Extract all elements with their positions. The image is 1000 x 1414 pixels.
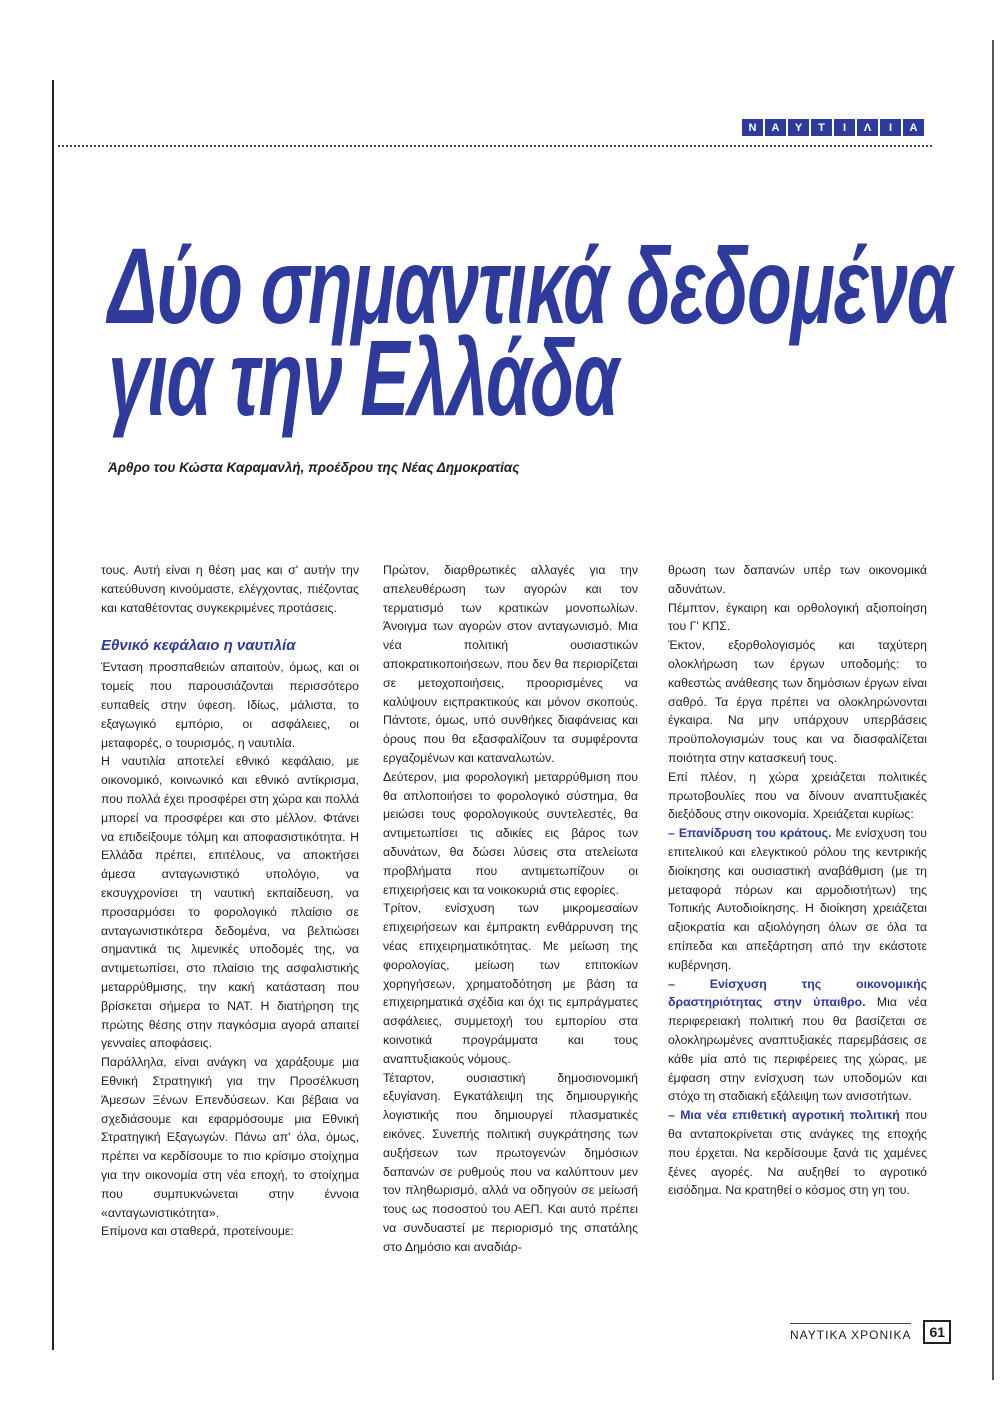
section-tag-letter: Τ (811, 119, 832, 136)
bullet-text: Με ενίσχυση του επιτελικού και ελεγκτικού ρόλου της κεντρικής διοίκησης και ουσιαστική αναβάθμιση (με τη μεταφορά πόρων και αρμοδιοτήτων) της Τοπικής Αυτοδιοίκησης. Η διοίκηση χρειάζεται αξιοκρατία και αξιολόγηση όλων σε όλα τα επίπεδα και απεξάρτηση από την εκάστοτε κυβέρνηση. (668, 826, 927, 972)
bullet-text: Μια νέα περιφερειακή πολιτική που θα βασίζεται σε ολοκληρωμένες αναπτυξιακές παρεμβάσεις σε κάθε μία από τις περιφέρειες της χώρας, με έμφαση στην ενίσχυση των υποδομών και στόχο τη σταδιακή εξάλειψη των ανισοτήτων. (668, 995, 927, 1104)
paragraph: τους. Αυτή είναι η θέση μας και σ' αυτήν την κατεύθυνση κινούμαστε, ελέγχοντας, πιέζοντας και καταθέτοντας συγκεκριμένες προτάσεις. (101, 563, 359, 615)
bullet-paragraph (668, 1106, 927, 1200)
paragraph: θρωση των δαπανών υπέρ των οικονομικά αδυνάτων. (668, 563, 927, 596)
text-column-1 (101, 561, 359, 1241)
bullet-paragraph (668, 824, 927, 974)
bullet-lead: – Μια νέα επιθετική αγροτική πολιτική (668, 1108, 900, 1123)
header-dotted-divider (58, 145, 932, 147)
section-tag-letter: Ι (880, 119, 901, 136)
section-tag-letter: Λ (857, 119, 878, 136)
paragraph: Τρίτον, ενίσχυση των μικρομεσαίων επιχειρήσεων και έμπρακτη ενθάρρυνση της νέας επιχειρηματικότητας. Με μείωση της φορολογίας, μείωση των επιτοκίων χορηγήσεων, χρηματοδότηση με βάση τα επιχειρηματικά σχέδια και όχι τις εμπράγματες ασφάλειες, συμμετοχή του εμπορίου στα κοινοτικά προγράμματα και τους αναπτυξιακούς νόμους. (383, 901, 638, 1066)
publication-name: ΝΑΥΤΙΚΑ ΧΡΟΝΙΚΑ (790, 1323, 911, 1342)
bullet-text: που θα ανταποκρίνεται στις ανάγκες της εποχής που έρχεται. Να κερδίσουμε ξανά τις χαμένες ξένες αγορές. Να αυξηθεί το αγροτικό εισόδημα. Να κρατηθεί ο κόσμος στη γη του. (668, 1108, 927, 1198)
left-margin-rule (52, 80, 54, 1350)
section-tag (742, 119, 924, 136)
paragraph: Επί πλέον, η χώρα χρειάζεται πολιτικές πρωτοβουλίες που να δίνουν αναπτυξιακές διεξόδους στην οικονομία. Χρειάζεται κυρίως: (668, 769, 927, 822)
paragraph: Δεύτερον, μια φορολογική μεταρρύθμιση που θα απλοποιήσει το φορολογικό σύστημα, θα μειώσει τους φορολογικούς συντελεστές, θα αντιμετωπίσει τις αδικίες εις βάρος των αδυνάτων, θα δώσει λύσεις στα ατελείωτα προβλήματα που αντιμετωπίζουν οι επιχειρήσεις και τα νοικοκυριά στις εφορίες. (383, 769, 638, 897)
section-tag-letter: Ν (742, 119, 763, 136)
bullet-lead: – Ενίσχυση της οικονομικής δραστηριότητας στην ύπαιθρο. (668, 976, 927, 1010)
section-tag-letter: Υ (788, 119, 809, 136)
article-title-line-1: Δύο σημαντικά δεδομένα (108, 225, 951, 346)
section-tag-letter: Α (765, 119, 786, 136)
paragraph: Πέμπτον, έγκαιρη και ορθολογική αξιοποίηση του Γ' ΚΠΣ. (668, 600, 927, 634)
bullet-paragraph (668, 975, 927, 1107)
paragraph: Έκτον, εξορθολογισμός και ταχύτερη ολοκλήρωση των έργων υποδομής: το καθεστώς ανάθεσης των δημόσιων έργων είναι σαθρό. Τα έργα πρέπει να ολοκληρώνονται έγκαιρα. Να μην υπάρχουν υπερβάσεις προϋπολογισμών τους και να διασφαλίζεται ποιότητα στην κατασκευή τους. (668, 638, 927, 765)
paragraph: Παράλληλα, είναι ανάγκη να χαράξουμε μια Εθνική Στρατηγική για την Προσέλκυση Άμεσων Ξένων Επενδύσεων. Και βέβαια να σχεδιάσουμε και εφαρμόσουμε μια Εθνική Στρατηγική Εξαγωγών. Πάνω απ' όλα, όμως, πρέπει να κερδίσουμε το πιο κρίσιμο στοίχημα για την οικονομία στη νέα εποχή, το στοίχημα που συμπυκνώνεται στην έννοια «ανταγωνιστικότητα». (101, 1055, 359, 1220)
article-title (108, 225, 951, 438)
paragraph: Ένταση προσπαθειών απαιτούν, όμως, και οι τομείς που παρουσιάζονται περισσότερο ευπαθείς στην ύφεση. Ιδίως, μάλιστα, το εξαγωγικό εμπόριο, οι ασφάλειες, οι μεταφορές, ο τουρισμός, η ναυτιλία. (101, 660, 359, 750)
page-number: 61 (923, 1320, 951, 1344)
paragraph: Πρώτον, διαρθρωτικές αλλαγές για την απελευθέρωση των αγορών και τον τερματισμό των κρατικών μονοπωλίων. Άνοιγμα των αγορών στον ανταγωνισμό. Μια νέα πολιτική ουσιαστικών αποκρατικοποιήσεων, που δεν θα περιορίζεται σε μετοχοποιήσεις, προορισμένες να καλύψουν ειςπρακτικούς και μόνον σκοπούς. Πάντοτε, όμως, υπό συνθήκες διαφάνειας και όρους που θα εξασφαλίζουν τα συμφέροντα εργαζομένων και καταναλωτών. (383, 563, 638, 765)
article-byline: Άρθρο του Κώστα Καραμανλή, προέδρου της Νέας Δημοκρατίας (108, 460, 520, 475)
section-tag-letter: Ι (834, 119, 855, 136)
text-column-3 (668, 561, 927, 1200)
text-column-2 (383, 561, 638, 1256)
section-subheading: Εθνικό κεφάλαιο η ναυτιλία (101, 637, 296, 655)
section-tag-letter: Α (903, 119, 924, 136)
paragraph: Επίμονα και σταθερά, προτείνουμε: (101, 1224, 294, 1239)
paragraph: Τέταρτον, ουσιαστική δημοσιονομική εξυγίανση. Εγκατάλειψη της δημιουργικής λογιστικής που δημιουργεί πλασματικές εικόνες. Συνεπής πολιτική συγκράτησης των αυξήσεων των πρωτογενών δημόσιων δαπανών σε ρυθμούς που να καλύπτουν μεν τον πληθωρισμό, αλλά να οδηγούν σε μείωσή τους ως ποσοστού του ΑΕΠ. Και αυτό πρέπει να συνδυαστεί με περιορισμό της σπατάλης στο Δημόσιο και αναδιάρ- (383, 1070, 638, 1254)
paragraph: Η ναυτιλία αποτελεί εθνικό κεφάλαιο, με οικονομικό, κοινωνικό και εθνικό αντίκρισμα, που πολλά έχει προσφέρει στη χώρα και πολλά μπορεί να προσφέρει και στο μέλλον. Φτάνει να επιδείξουμε τόλμη και αποφασιστικότητα. Η Ελλάδα πρέπει, επιτέλους, να αποκτήσει άμεσα ανταγωνιστικό υπολόγιο, να εκσυγχρονίσει τη ναυτική εκπαίδευση, να προσαρμόσει το φορολογικό πλαίσιο σε ανταγωνιστικότερα δεδομένα, να βελτιώσει σημαντικά τις λιμενικές υποδομές της, να αντιμετωπίσει, στο πλαίσιο της ασφαλιστικής μεταρρύθμισης, την κακή κατάσταση που βρίσκεται σήμερα το ΝΑΤ. Η διατήρηση της πρώτης θέσης στην παγκόσμια αγορά απαιτεί γενναίες αποφάσεις. (101, 754, 359, 1051)
bullet-lead: – Επανίδρυση του κράτους. (668, 826, 832, 841)
article-title-line-2: για την Ελλάδα (108, 317, 618, 438)
right-margin-rule (992, 40, 994, 1380)
page-footer (790, 1320, 951, 1344)
